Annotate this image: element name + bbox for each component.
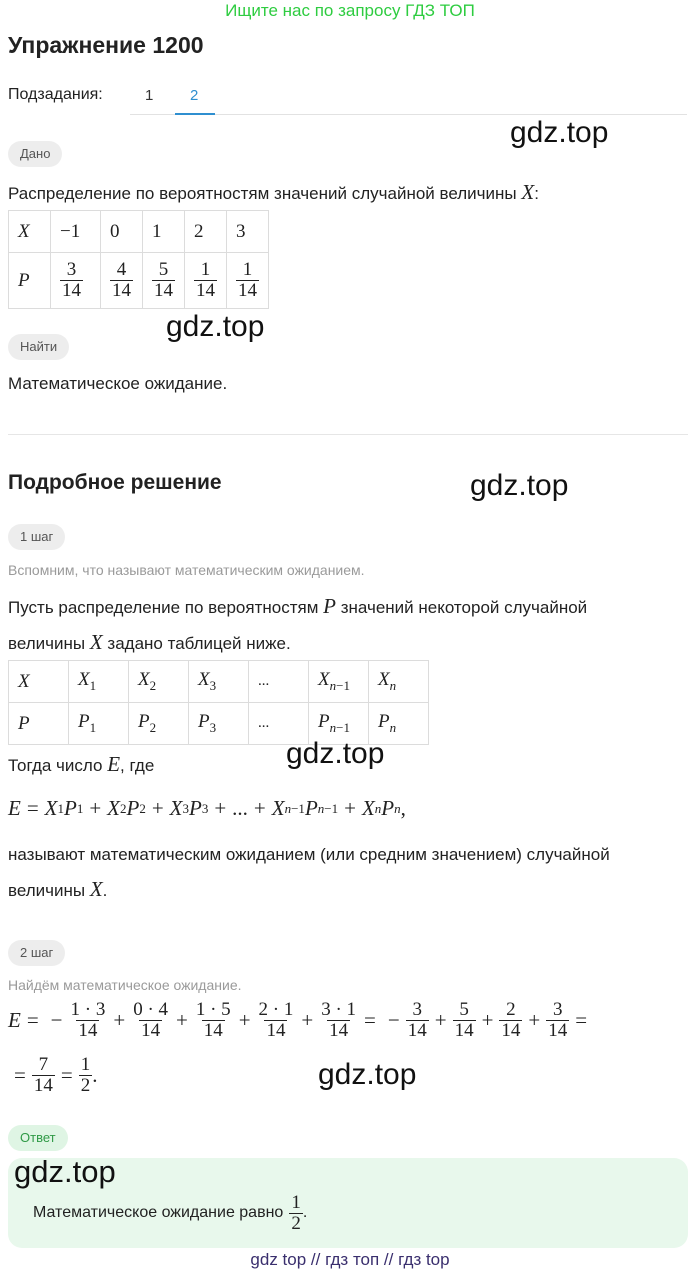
called-text-line2 — [8, 875, 107, 905]
step2-pill: 2 шаг — [8, 940, 65, 966]
solution-heading: Подробное решение — [8, 471, 222, 494]
fraction: $\frac{4}{14}$ — [112, 259, 131, 301]
fraction: $\frac{1}{14}$ — [196, 259, 215, 301]
fraction: $\frac{3 \cdot 1}{14}$ — [321, 999, 357, 1041]
table-cell: 1 — [143, 211, 185, 253]
table-cell: $P_1$ — [78, 711, 97, 735]
step1-text-line2 — [8, 628, 291, 658]
table-cell: $P_3$ — [198, 711, 217, 735]
given-text — [8, 178, 539, 208]
fraction: $\frac{7}{14}$ — [33, 1054, 53, 1096]
step1-hint: Вспомним, что называют математическим ожиданием. — [8, 562, 365, 578]
given-colon: : — [534, 184, 539, 203]
operator: − — [387, 1007, 400, 1032]
then-where: , где — [120, 756, 155, 775]
table-cell: 0 — [101, 211, 143, 253]
table-cell: $P_n$ — [378, 711, 397, 735]
step1-text-c: величины — [8, 634, 86, 653]
watermark: gdz.top — [14, 1154, 116, 1189]
var-x: X — [89, 877, 103, 901]
fraction: $\frac{1}{14}$ — [238, 259, 257, 301]
fraction: $\frac{2 \cdot 1}{14}$ — [258, 999, 294, 1041]
var-e: E — [8, 1007, 21, 1032]
watermark: gdz.top — [470, 469, 569, 502]
table-row — [9, 253, 269, 309]
step1-text-a: Пусть распределение по вероятностям — [8, 598, 319, 617]
operator: + — [238, 1007, 251, 1032]
table-cell: 3 — [227, 211, 269, 253]
given-pill: Дано — [8, 141, 62, 167]
var-e: E — [107, 752, 121, 776]
equals-sign: = — [60, 1062, 73, 1087]
fraction: $\frac{5}{14}$ — [454, 999, 474, 1041]
called-end: . — [102, 881, 108, 900]
watermark: gdz.top — [166, 310, 265, 343]
step1-text-line1 — [8, 592, 587, 622]
table-cell: $X_3$ — [198, 669, 217, 693]
operator: + — [113, 1007, 126, 1032]
table-row — [9, 211, 269, 253]
answer-sentence: Математическое ожидание равно — [33, 1204, 284, 1222]
table-cell: X — [18, 670, 30, 692]
operator: + — [176, 1007, 188, 1032]
search-banner[interactable]: Ищите нас по запросу ГДЗ ТОП — [225, 1, 475, 20]
then-label: Тогда число — [8, 756, 103, 775]
then-text — [8, 750, 154, 780]
step1-pill: 1 шаг — [8, 524, 65, 550]
footer-links[interactable]: gdz top // гдз топ // гдз top — [250, 1250, 450, 1269]
var-p: P — [323, 594, 336, 618]
table-cell: −1 — [51, 211, 101, 253]
answer-fraction: $\frac{1}{2}$ — [291, 1192, 301, 1234]
given-var: X — [521, 180, 535, 204]
table-cell: 2 — [185, 211, 227, 253]
page-title: Упражнение 1200 — [8, 32, 204, 58]
table-cell: $X_{n-1}$ — [318, 669, 350, 693]
fraction: $\frac{3}{14}$ — [62, 259, 81, 301]
table-cell: ... — [249, 661, 309, 703]
general-distribution-table — [8, 660, 429, 745]
watermark: gdz.top — [510, 116, 609, 149]
fraction: $\frac{0 \cdot 4}{14}$ — [133, 999, 169, 1041]
active-tab-indicator — [175, 113, 215, 115]
fraction: $\frac{1 \cdot 3}{14}$ — [70, 999, 106, 1041]
row-label-x: X — [18, 220, 30, 242]
table-cell: ... — [249, 703, 309, 745]
table-cell: P — [18, 712, 30, 734]
called-b: величины — [8, 881, 86, 900]
var-x: X — [89, 630, 103, 654]
answer-text — [33, 1193, 307, 1234]
table-cell: $X_1$ — [78, 669, 97, 693]
given-sentence: Распределение по вероятностям значений случайной величины — [8, 184, 517, 203]
find-text: Математическое ожидание. — [8, 374, 228, 393]
fraction: $\frac{3}{14}$ — [548, 999, 568, 1041]
table-cell: $X_n$ — [378, 669, 397, 693]
fraction: $\frac{5}{14}$ — [154, 259, 173, 301]
tab-subtask-2[interactable]: 2 — [190, 87, 199, 104]
period: . — [92, 1062, 98, 1087]
table-cell: $X_2$ — [138, 669, 157, 693]
table-cell: $P_2$ — [138, 711, 157, 735]
table-row — [9, 661, 429, 703]
tab-subtask-1[interactable]: 1 — [145, 87, 154, 104]
equals-sign: = — [26, 1007, 39, 1032]
fraction: $\frac{1}{2}$ — [80, 1054, 91, 1096]
expectation-calc-line2 — [8, 1055, 97, 1096]
operator: + — [434, 1007, 447, 1032]
fraction: $\frac{2}{14}$ — [501, 999, 521, 1041]
operator: + — [301, 1007, 314, 1032]
step2-hint: Найдём математическое ожидание. — [8, 977, 242, 993]
operator: + — [528, 1007, 541, 1032]
step1-text-d: задано таблицей ниже. — [107, 634, 291, 653]
equals-sign: = — [364, 1007, 376, 1032]
watermark: gdz.top — [318, 1058, 417, 1091]
watermark: gdz.top — [286, 737, 385, 770]
equals-sign: = — [575, 1007, 588, 1032]
expectation-formula: E = X 1 P 1 + X 2 P 2 + X 3 P 3 + ... + X n−1 P n−1 + X n P n , — [8, 796, 406, 820]
answer-pill: Ответ — [8, 1125, 68, 1151]
answer-end: . — [302, 1204, 308, 1222]
called-text-line1: называют математическим ожиданием (или средним значением) случайной — [8, 845, 610, 864]
section-divider — [8, 434, 688, 435]
fraction: $\frac{3}{14}$ — [407, 999, 427, 1041]
fraction: $\frac{1 \cdot 5}{14}$ — [195, 999, 231, 1041]
subtasks-label: Подзадания: — [8, 86, 103, 103]
equals-sign: = — [14, 1062, 26, 1087]
table-cell: $P_{n-1}$ — [318, 711, 350, 735]
row-label-p: P — [18, 269, 30, 291]
expectation-calc-line1 — [8, 1000, 593, 1041]
find-pill: Найти — [8, 334, 69, 360]
distribution-table — [8, 210, 269, 309]
operator: + — [481, 1007, 494, 1032]
step1-text-b: значений некоторой случайной — [340, 598, 588, 617]
operator: − — [50, 1007, 63, 1032]
